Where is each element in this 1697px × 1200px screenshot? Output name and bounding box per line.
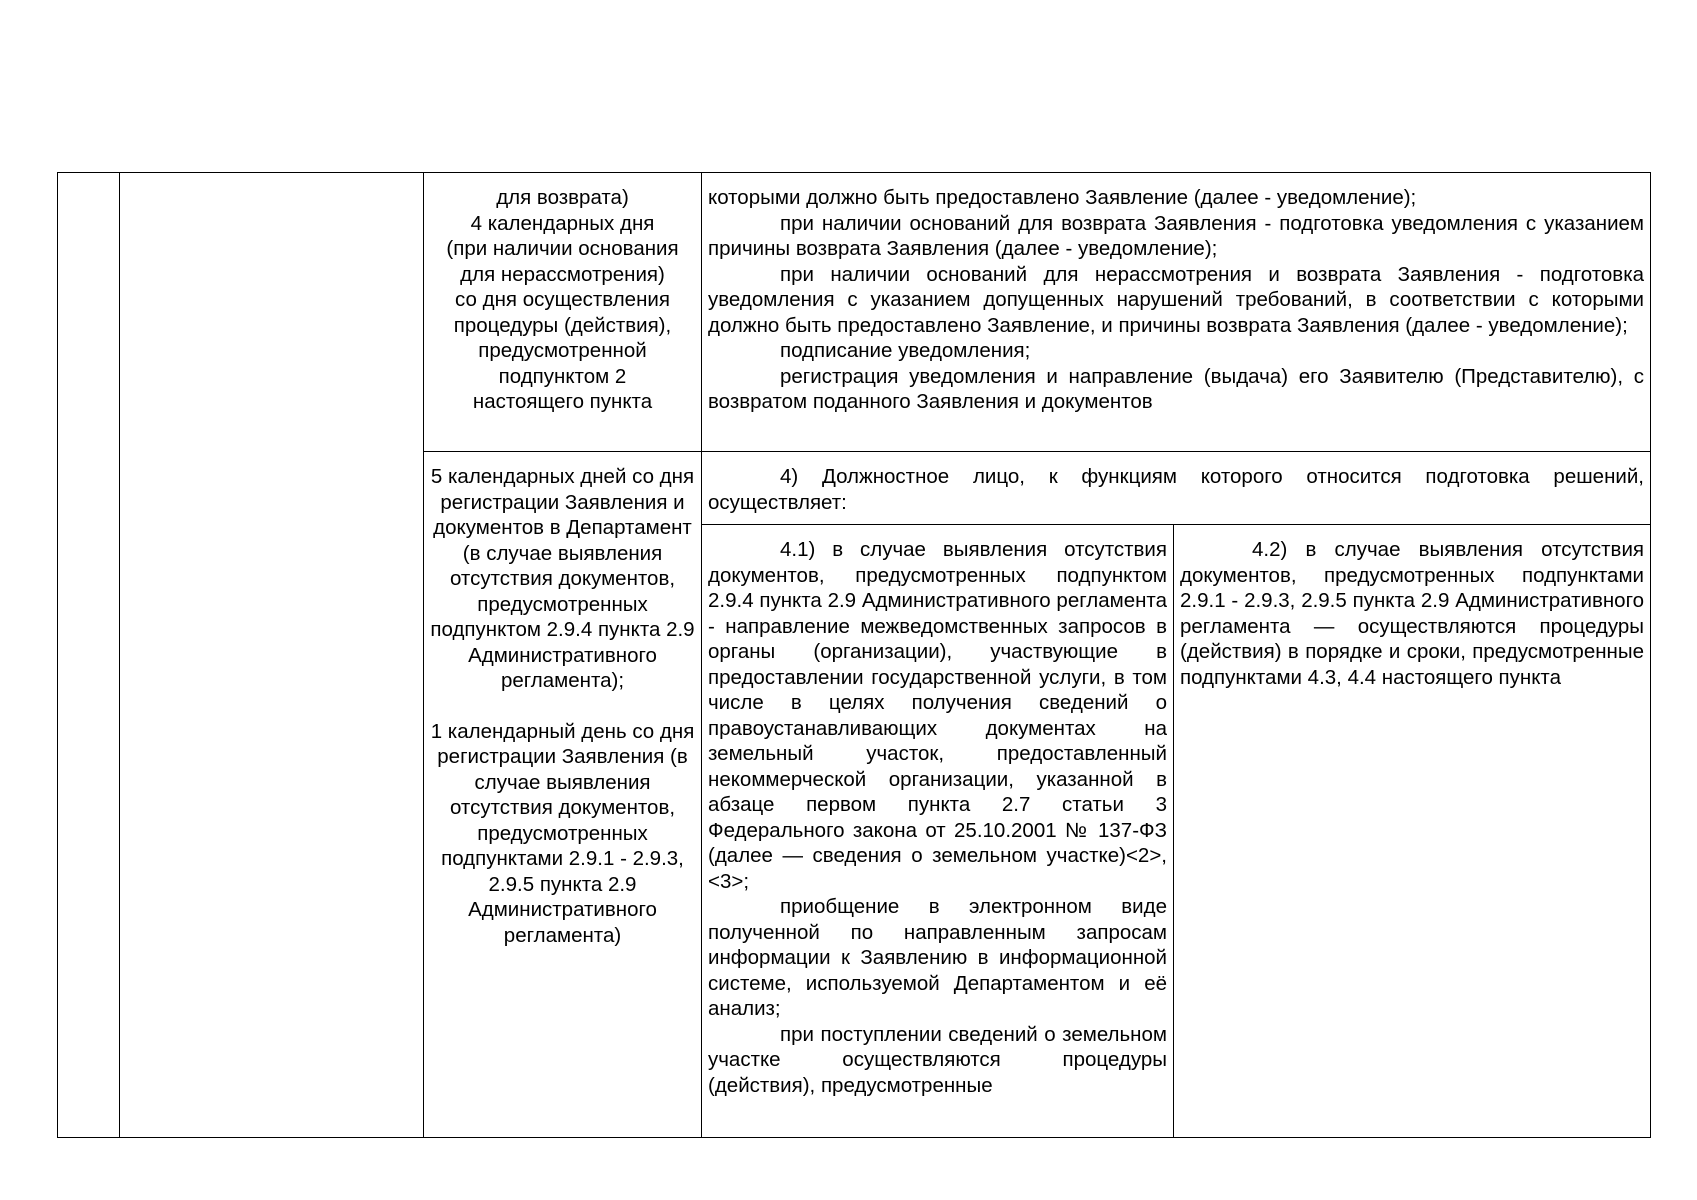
term-line: подпунктом 2 [498, 364, 627, 388]
term-line: настоящего пункта [472, 390, 653, 413]
procedure-paragraph: при наличии оснований для возврата Заявления - подготовка уведомления с указанием причины возврата Заявления (далее - уведомление); [708, 211, 1645, 260]
case-paragraph: 4.2) в случае выявления отсутствия документов, предусмотренных подпунктами 2.9.1 - 2.9.3, 2.9.5 пункта 2.9 Административного регламента — осуществляются процедуры (действия) в порядке и сроки, предусмотренные подпунктами 4.3, 4.4 настоящего пункта [1180, 538, 1645, 689]
term-line: со дня осуществления [455, 288, 670, 311]
procedure-table [57, 172, 1651, 1138]
term-block: 1 календарный день со дня регистрации Заявления (в случае выявления отсутствия документов, предусмотренных подпунктами 2.9.1 - 2.9.3, 2.9.5 пункта 2.9 Административного регламента) [430, 719, 695, 947]
procedure-paragraph: при наличии оснований для нерассмотрения и возврата Заявления - подготовка уведомления с указанием допущенных нарушений требований, в соответствии с которыми должно быть предоставлено Заявление, и причины возврата Заявления (далее - уведомление); [708, 262, 1645, 337]
case-4-2-cell [1174, 525, 1651, 1138]
term-cell [424, 452, 702, 1138]
procedure-paragraph: подписание уведомления; [780, 339, 1031, 362]
responsible-heading-cell [702, 452, 1651, 525]
term-line: для возврата) [496, 186, 629, 209]
term-line: для нерассмотрения) [460, 262, 665, 286]
procedure-paragraph: регистрация уведомления и направление (выдача) его Заявителю (Представителю), с возвратом поданного Заявления и документов [708, 364, 1645, 413]
case-4-1-cell [702, 525, 1174, 1138]
procedure-name-cell [120, 173, 424, 1138]
procedure-content-cell [702, 173, 1651, 452]
case-paragraph: приобщение в электронном виде полученной по направленным запросам информации к Заявлению в информационной системе, используемой Департаментом и её анализ; [708, 895, 1167, 1020]
table-row [58, 173, 1651, 452]
procedure-paragraph: которыми должно быть предоставлено Заявление (далее - уведомление); [708, 186, 1417, 209]
term-cell [424, 173, 702, 452]
term-line: 4 календарных дня [470, 211, 655, 235]
term-line: предусмотренной [478, 339, 647, 362]
case-paragraph: 4.1) в случае выявления отсутствия документов, предусмотренных подпунктом 2.9.4 пункта 2.9 Административного регламента - направление межведомственных запросов в органы (организации), участвующие в предоставлении государственной услуги, в том числе в целях получения сведений о правоустанавливающих документах на земельный участок, предоставленный некоммерческой организации, указанной в абзаце первом пункта 2.7 статьи 3 Федерального закона от 25.10.2001 № 137-ФЗ (далее — сведения о земельном участке)<2>, <3>; [708, 538, 1167, 893]
term-line: процедуры (действия), [453, 313, 672, 337]
term-line: (при наличии основания [446, 237, 679, 260]
number-cell [58, 173, 120, 1138]
responsible-heading: 4) Должностное лицо, к функциям которого относится подготовка решений, осуществляет: [708, 465, 1645, 514]
term-block: 5 календарных дней со дня регистрации Заявления и документов в Департамент (в случае выявления отсутствия документов, предусмотренных подпунктом 2.9.4 пункта 2.9 Административного регламента); [430, 465, 695, 692]
case-paragraph: при поступлении сведений о земельном участке осуществляются процедуры (действия), предусмотренные [708, 1022, 1167, 1097]
